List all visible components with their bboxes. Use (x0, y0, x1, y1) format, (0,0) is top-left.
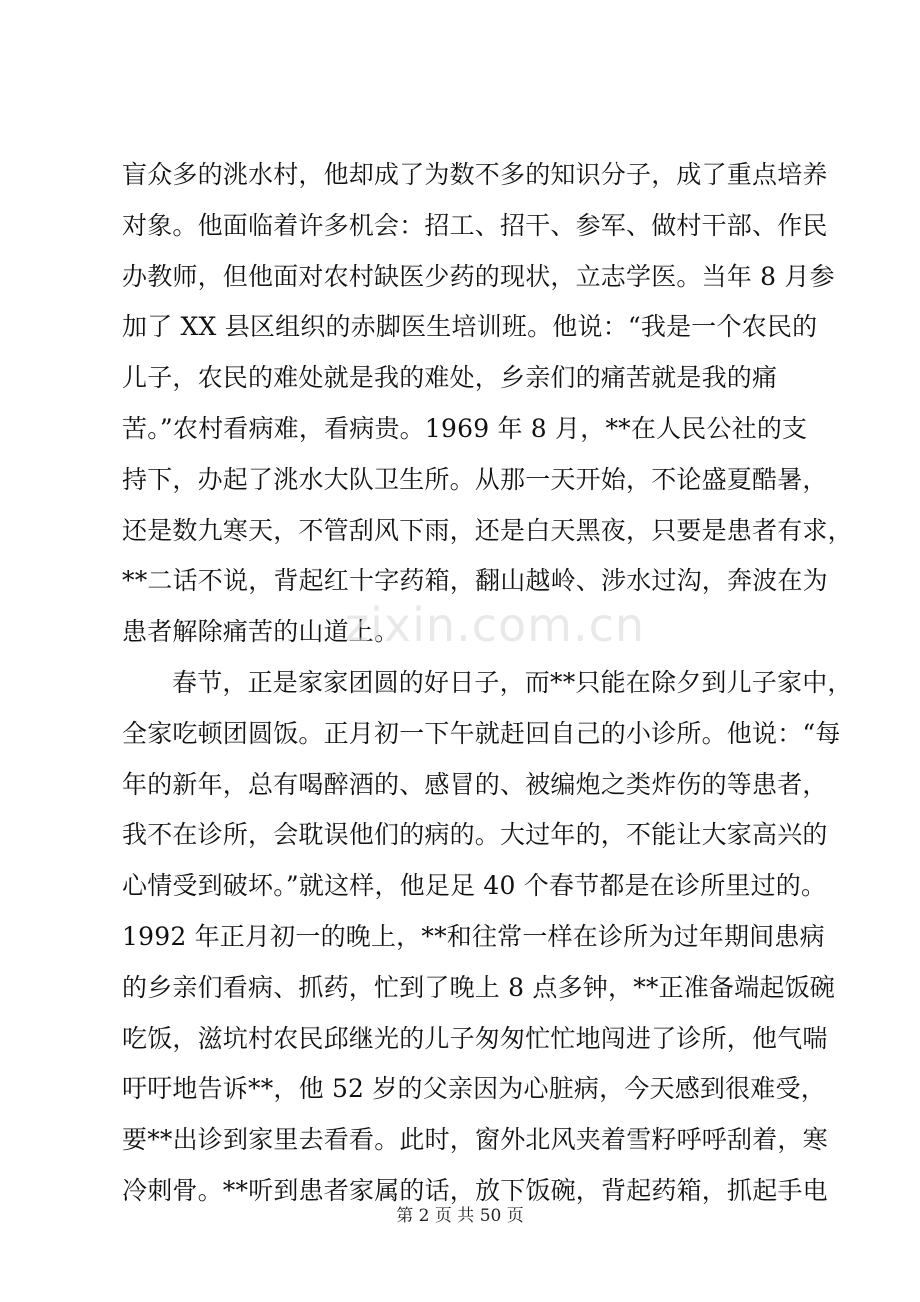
text-line: 持下，办起了洮水大队卫生所。从那一天开始，不论盛夏酷暑， (122, 464, 828, 494)
text-line: 加了 XX 县区组织的赤脚医生培训班。他说：“我是一个农民的 (122, 312, 818, 342)
text-line: 要**出诊到家里去看看。此时，窗外北风夹着雪籽呼呼刮着，寒 (122, 1125, 828, 1155)
page-footer: 第 2 页 共 50 页 (396, 1206, 524, 1226)
text-line: 盲众多的洮水村，他却成了为数不多的知识分子，成了重点培养 (122, 160, 828, 189)
text-line: **二话不说，背起红十字药箱，翻山越岭、涉水过沟，奔波在为 (122, 566, 828, 596)
text-line: 吃饭，滋坑村农民邱继光的儿子匆匆忙忙地闯进了诊所，他气喘 (122, 1023, 828, 1053)
text-line: 还是数九寒天，不管刮风下雨，还是白天黑夜，只要是患者有求， (122, 515, 853, 545)
text-line: 儿子，农民的难处就是我的难处，乡亲们的痛苦就是我的痛 (122, 363, 778, 393)
text-line: 吁吁地告诉**，他 52 岁的父亲因为心脏病，今天感到很难受， (122, 1074, 826, 1104)
text-line: 办教师，但他面对农村缺医少药的现状，立志学医。当年 8 月参 (122, 261, 835, 291)
body-text (122, 150, 853, 1217)
text-line: 心情受到破坏。”就这样，他足足 40 个春节都是在诊所里过的。 (122, 871, 827, 901)
text-line: 我不在诊所，会耽误他们的病的。大过年的，不能让大家高兴的 (122, 820, 828, 850)
text-line: 全家吃顿团圆饭。正月初一下午就赶回自己的小诊所。他说：“每 (122, 718, 841, 748)
text-line: 患者解除痛苦的山道上。 (122, 617, 400, 647)
text-line: 冷刺骨。**听到患者家属的话，放下饭碗，背起药箱，抓起手电 (122, 1175, 828, 1205)
text-line: 的乡亲们看病、抓药，忙到了晚上 8 点多钟，**正准备端起饭碗 (122, 972, 836, 1002)
paragraph-start-line: 春节，正是家家团圆的好日子，而**只能在除夕到儿子家中， (172, 667, 853, 697)
text-line: 对象。他面临着许多机会：招工、招干、参军、做村干部、作民 (122, 210, 828, 240)
text-line: 年的新年，总有喝醉酒的、感冒的、被编炮之类炸伤的等患者， (122, 769, 828, 799)
watermark: zixin.com.cn (345, 598, 646, 652)
text-line: 苦。”农村看病难，看病贵。1969 年 8 月，**在人民公社的支 (122, 413, 808, 443)
text-line: 1992 年正月初一的晚上，**和往常一样在诊所为过年期间患病 (122, 921, 825, 951)
